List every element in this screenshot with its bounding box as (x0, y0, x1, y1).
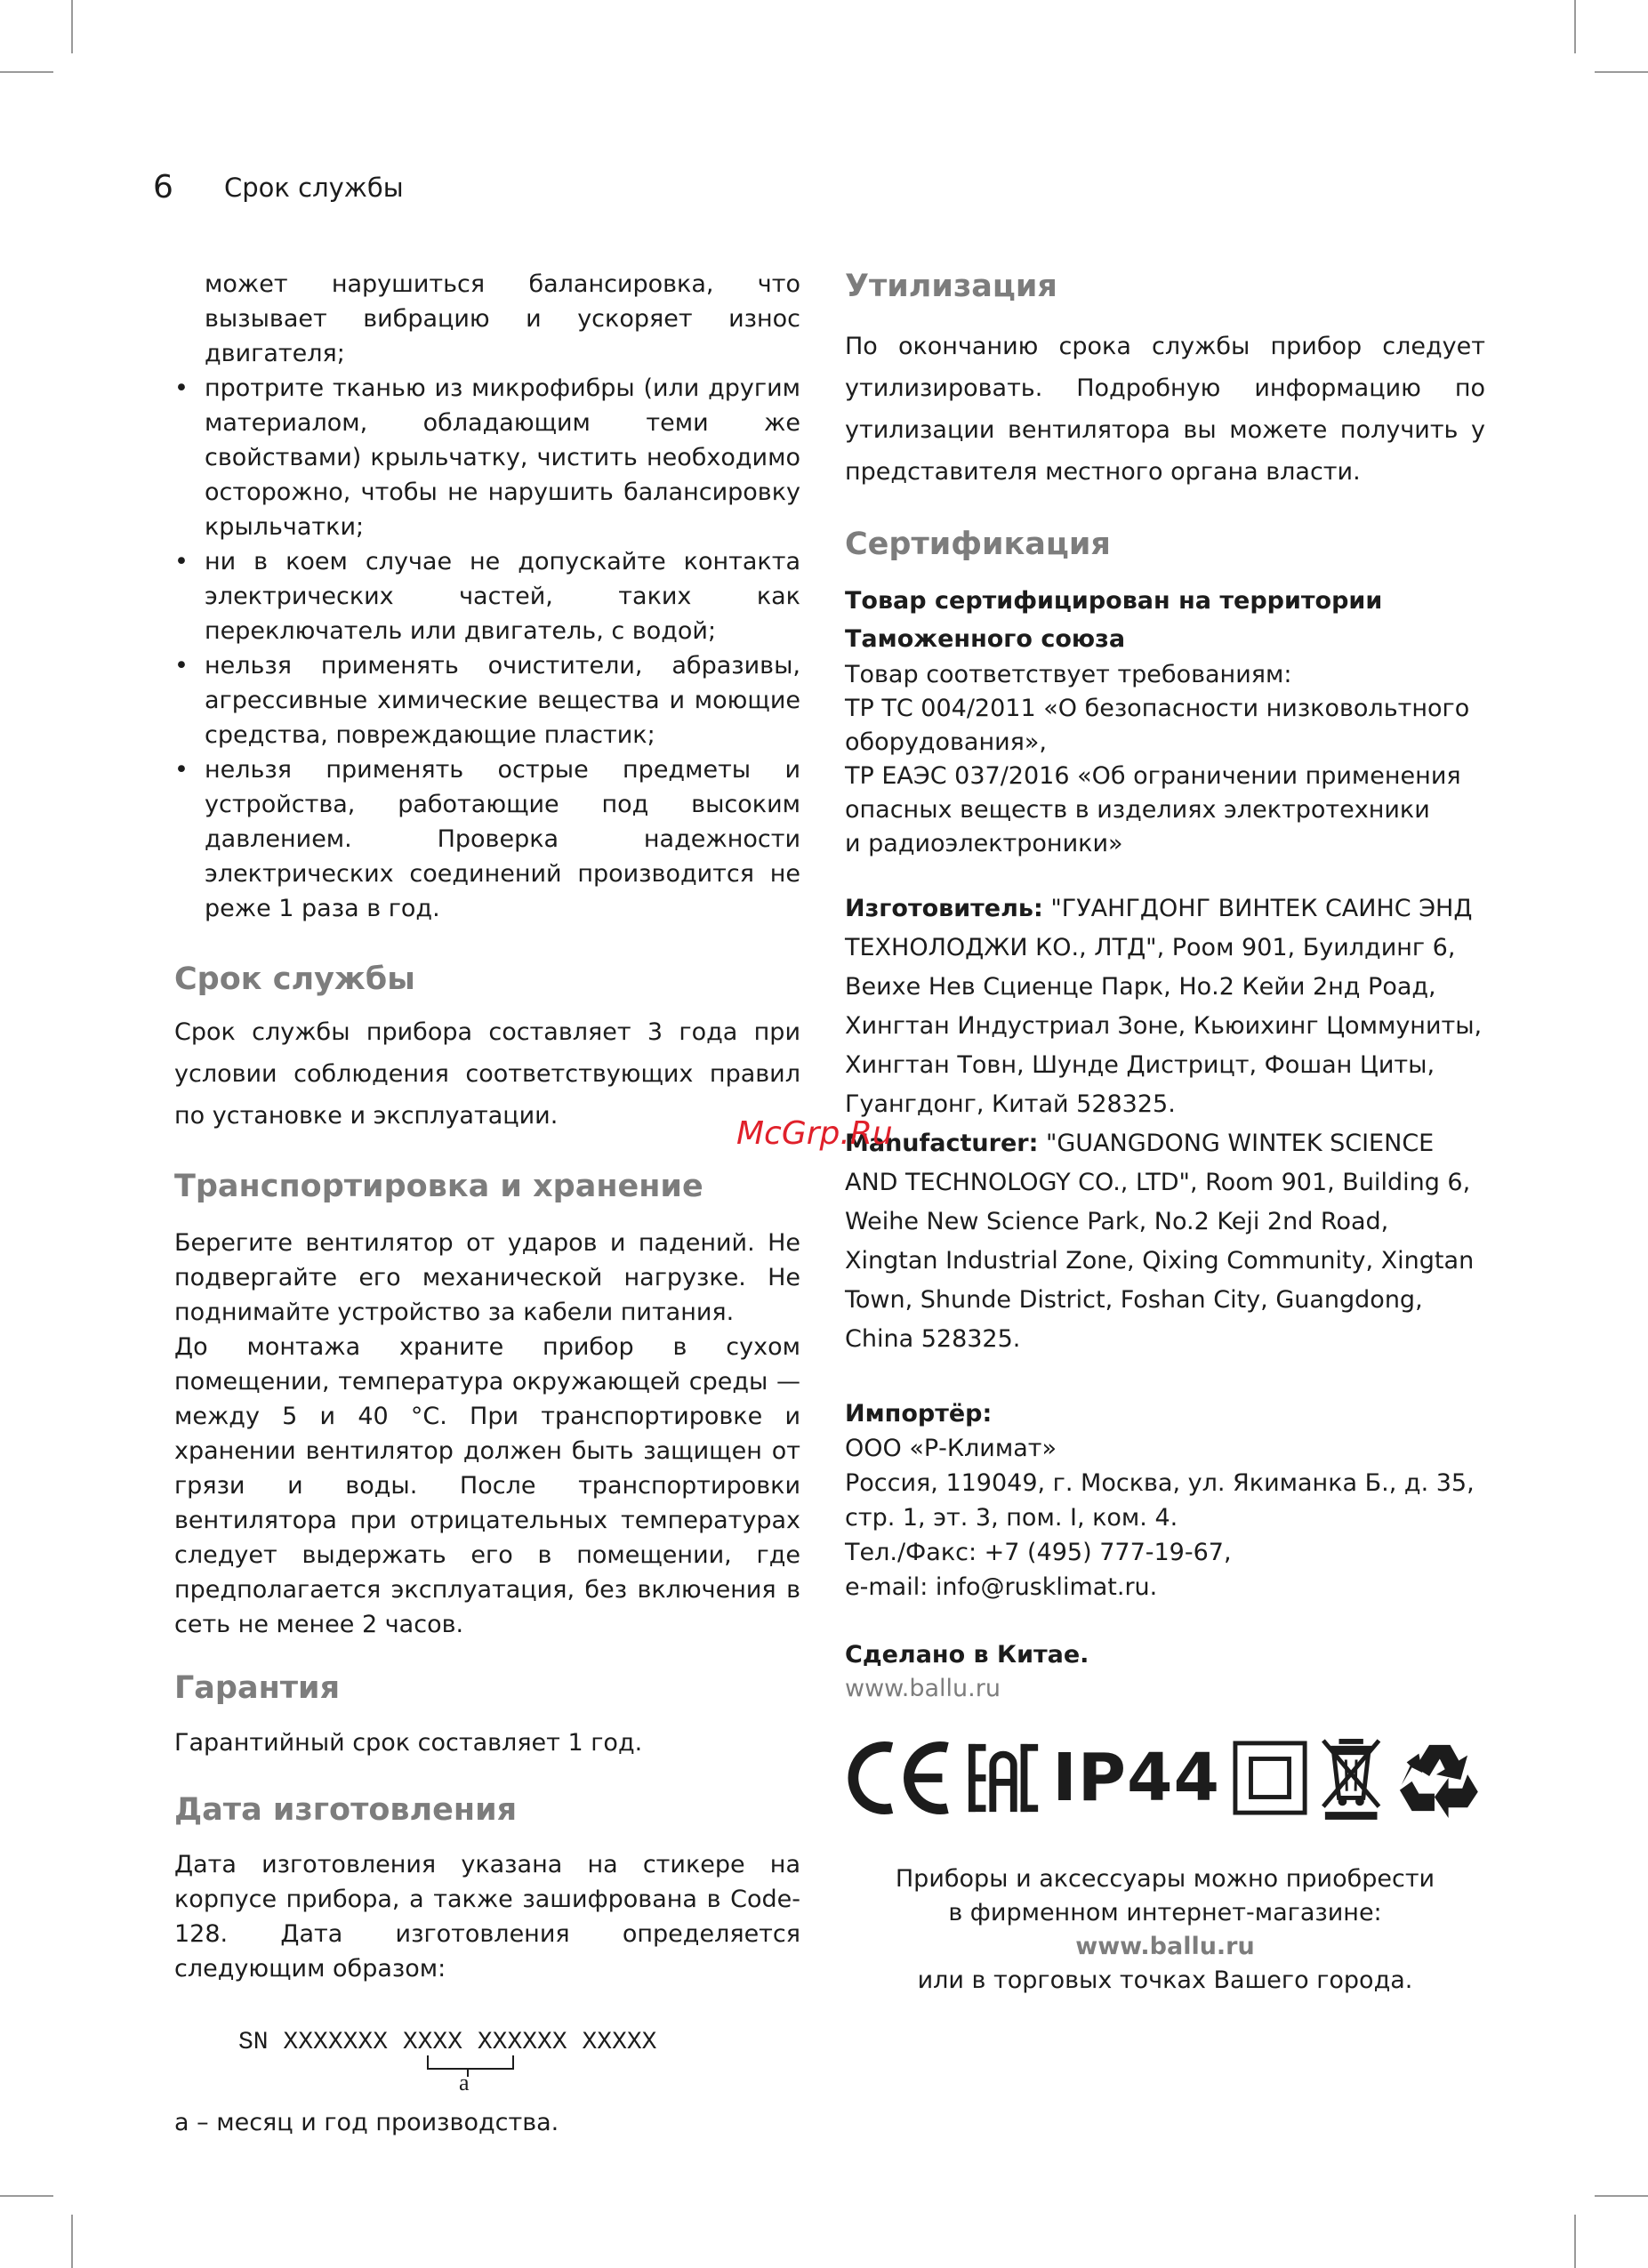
crop-mark (1574, 0, 1576, 53)
transport-heading: Транспортировка и хранение (174, 1169, 703, 1204)
list-item: • нельзя применять очистители, абразивы, агрессивные химические вещества и моющие средства, повреждающие пластик; (174, 648, 800, 752)
weee-bin-icon (1320, 1734, 1382, 1822)
importer-line: Россия, 119049, г. Москва, ул. Якиманка Б., д. 35, (845, 1469, 1475, 1497)
list-item: • нельзя применять острые предметы и устройства, работающие под высоким давлением. Проверка надежности электрических соединений производится не реже 1 раза в год. (174, 752, 800, 926)
class-ii-icon (1233, 1740, 1307, 1816)
importer-line: Тел./Факс: +7 (495) 777-19-67, (845, 1539, 1232, 1566)
certification-marks (845, 1729, 1485, 1827)
manufacturer-ru (845, 889, 1485, 1124)
importer-label: Импортёр: (845, 1400, 993, 1428)
right-column (845, 267, 1485, 1998)
certification-line: ТР ЕАЭС 037/2016 «Об ограничении применения (845, 762, 1461, 790)
page-number: 6 (153, 169, 173, 205)
service-life-text: Срок службы прибора составляет 3 года при условии соблюдения соответствующих правил по установке и эксплуатации. (174, 1018, 800, 1130)
crop-mark (71, 0, 73, 53)
manufacture-date-text: Дата изготовления указана на стикере на корпусе прибора, а также зашифрована в Code-128. Дата изготовления определяется следующим образом: (174, 1851, 800, 1982)
made-in-label: Сделано в Китае. (845, 1641, 1089, 1669)
website-link[interactable]: www.ballu.ru (845, 1675, 1001, 1702)
eac-mark-text: EAC (967, 1740, 969, 1741)
certification-bold-line: Товар сертифицирован на территории (845, 587, 1383, 615)
shop-line: Приборы и аксессуары можно приобрести (895, 1865, 1435, 1893)
importer-block (845, 1396, 1485, 1604)
manufacturer-en-text: "GUANGDONG WINTEK SCIENCE AND TECHNOLOGY CO., LTD", Room 901, Building 6, Weihe New Science Park, No.2 Keji 2nd Road, Xingtan Industrial Zone, Qixing Community, Xingtan Town, Shunde District, Foshan City, Guangdong, China 528325. (845, 1130, 1475, 1353)
serial-bracket (427, 2055, 514, 2070)
manufacture-date-note: а – месяц и год производства. (174, 2109, 559, 2136)
certification-heading: Сертификация (845, 527, 1111, 562)
transport-text-2: До монтажа храните прибор в сухом помещении, температура окружающей среды — между 5 и 40 °С. При транспортировке и хранении вентилятор должен быть защищен от грязи и воды. После транспортировки вентилятора при отрицательных температурах следует выдержать его в помещении, где предполагается эксплуатация, без включения в сеть не менее 2 часов. (174, 1333, 800, 1638)
care-bullet-list (174, 371, 800, 926)
list-item: • протрите тканью из микрофибры (или другим материалом, обладающим теми же свойствами) крыльчатку, чистить необходимо осторожно, чтобы не нарушить балансировку крыльчатки; (174, 371, 800, 544)
crop-mark (1574, 2215, 1576, 2268)
manufacturer-ru-label: Изготовитель: (845, 895, 1043, 922)
ip-rating: IP44 (1052, 1740, 1220, 1816)
crop-mark (0, 71, 53, 73)
manufacturer-en (845, 1124, 1485, 1359)
manufacturer-ru-text: "ГУАНГДОНГ ВИНТЕК САИНС ЭНД ТЕХНОЛОДЖИ КО., ЛТД", Роом 901, Буилдинг 6, Веихе Нев Сциенце Парк, Но.2 Кейи 2нд Роад, Хингтан Индустриал Зоне, Кьюихинг Цоммуниты, Хингтан Товн, Шунде Дистрицт, Фошан Циты, Гуангдонг, Китай 528325. (845, 895, 1483, 1118)
crop-mark (0, 2195, 53, 2197)
warranty-text: Гарантийный срок составляет 1 год. (174, 1729, 643, 1757)
certification-line: оборудования», (845, 728, 1047, 756)
certification-line: Товар соответствует требованиям: (845, 661, 1292, 688)
left-column (174, 267, 800, 2140)
continued-text: может нарушиться балансировка, что вызывает вибрацию и ускоряет износ двигателя; (205, 270, 800, 367)
importer-line: ООО «Р-Климат» (845, 1435, 1057, 1462)
shop-url-link[interactable]: www.ballu.ru (1075, 1933, 1255, 1960)
certification-line: ТР ТС 004/2011 «О безопасности низковольтного (845, 695, 1470, 722)
serial-marker: a (459, 2070, 470, 2095)
importer-line: стр. 1, эт. 3, пом. I, ком. 4. (845, 1504, 1178, 1532)
importer-line: e-mail: info@rusklimat.ru. (845, 1573, 1158, 1601)
shop-line: в фирменном интернет-магазине: (948, 1899, 1382, 1926)
manufacturer-en-label: Manufacturer: (845, 1130, 1039, 1157)
warranty-heading: Гарантия (174, 1670, 341, 1706)
ce-mark-icon (845, 1740, 954, 1816)
crop-mark (1595, 71, 1648, 73)
disposal-text: По окончанию срока службы прибор следует утилизировать. Подробную информацию по утилизации вентилятора вы можете получить у представителя местного органа власти. (845, 333, 1485, 486)
watermark: McGrp.Ru (736, 1115, 893, 1152)
serial-number-diagram (174, 2029, 800, 2095)
service-life-heading: Срок службы (174, 961, 415, 997)
crop-mark (1595, 2195, 1648, 2197)
crop-mark (71, 2215, 73, 2268)
disposal-heading: Утилизация (845, 269, 1057, 304)
recycle-icon (1395, 1735, 1485, 1821)
ce-mark-text: CE (845, 1740, 847, 1741)
transport-text-1: Берегите вентилятор от ударов и падений. Не подвергайте его механической нагрузке. Не поднимайте устройство за кабели питания. (174, 1229, 800, 1326)
running-head: Срок службы (224, 173, 404, 203)
shop-block (845, 1862, 1485, 1998)
serial-number-code: SN XXXXXXX XXXX XXXXXX XXXXX (238, 2029, 657, 2056)
shop-line: или в торговых точках Вашего города. (917, 1966, 1413, 1994)
certification-line: и радиоэлектроники» (845, 830, 1123, 857)
list-item: • ни в коем случае не допускайте контакта электрических частей, таких как переключатель или двигатель, с водой; (174, 544, 800, 648)
certification-bold-line: Таможенного союза (845, 625, 1126, 653)
manufacture-date-heading: Дата изготовления (174, 1792, 518, 1828)
eac-mark-icon (967, 1740, 1040, 1816)
certification-line: опасных веществ в изделиях электротехники (845, 796, 1430, 824)
